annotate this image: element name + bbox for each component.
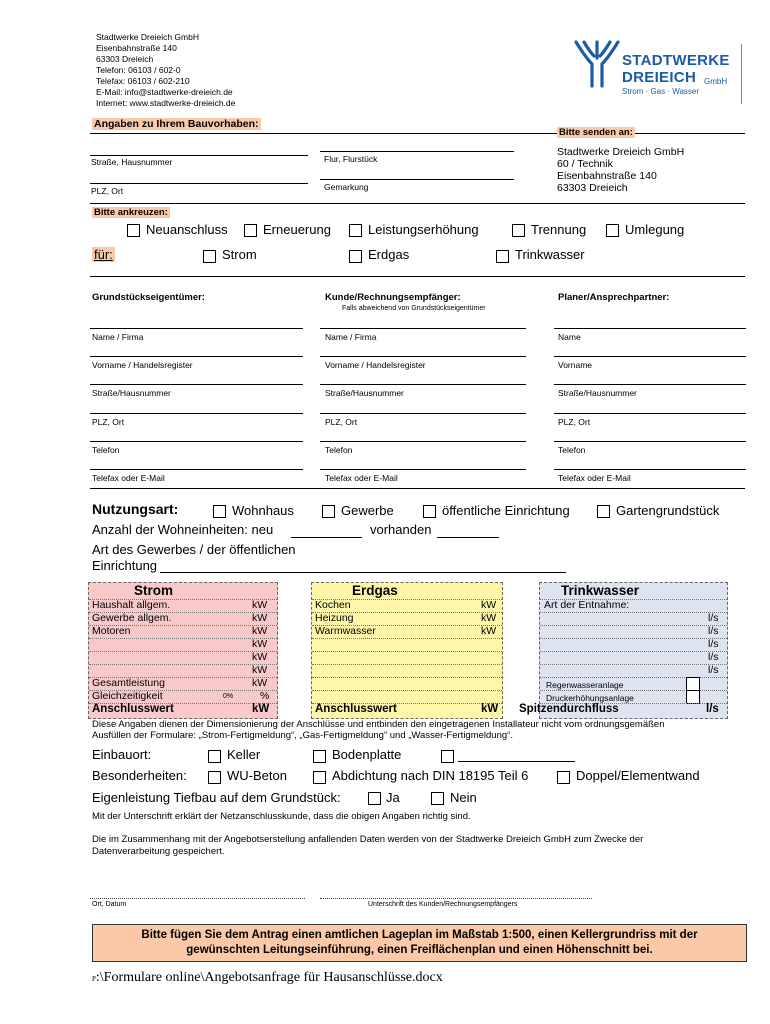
wasser-footer-label: Spitzendurchfluss [519, 703, 619, 715]
wasser-subtitle: Art der Entnahme: [544, 599, 630, 611]
customer-field-label: Vorname / Handelsregister [325, 360, 426, 370]
leistungserhoehung-label: Leistungserhöhung [368, 222, 479, 237]
customer-input-line[interactable] [320, 469, 526, 470]
owner-input-line[interactable] [90, 356, 303, 357]
strom-row-unit: kW [252, 599, 268, 611]
sender-line: Stadtwerke Dreieich GmbH [96, 32, 199, 42]
street-input-line[interactable] [90, 155, 308, 156]
section-divider [90, 203, 745, 204]
attachment-request-line: Bitte fügen Sie dem Antrag einen amtlichen Lageplan im Maßstab 1:500, einen Kellergrundriss mit der [141, 929, 698, 941]
date-input-line[interactable] [90, 898, 305, 899]
sender-line: 63303 Dreieich [96, 54, 154, 64]
file-path-text: :\Formulare online\Angebotsanfrage für Hausanschlüsse.docx [95, 970, 443, 985]
owner-heading: Grundstückseigentümer: [92, 292, 205, 303]
erdgas-label: Erdgas [368, 247, 410, 262]
owner-field-label: Vorname / Handelsregister [92, 360, 193, 370]
logo-line1: STADTWERKE [622, 52, 730, 69]
plz-label: PLZ, Ort [91, 186, 124, 196]
einbauort-other-checkbox[interactable] [441, 750, 454, 763]
druckerhoehung-label: Druckerhöhungsanlage [546, 693, 634, 703]
einbauort-label: Einbauort: [92, 747, 152, 762]
wohnhaus-checkbox[interactable] [213, 505, 226, 518]
planner-input-line[interactable] [554, 441, 746, 442]
owner-input-line[interactable] [90, 328, 303, 329]
planner-input-line[interactable] [554, 469, 746, 470]
dimension-note-2: Ausfüllen der Formulare: „Strom-Fertigmeldung“, „Gas-Fertigmeldung“ und „Wasser-Fertigmeldung“. [92, 730, 513, 741]
besonderheiten-label: Besonderheiten: [92, 768, 187, 783]
strom-label: Strom [222, 247, 257, 262]
erdgas-row-unit: kW [481, 625, 497, 637]
eigenleistung-ja-checkbox[interactable] [368, 792, 381, 805]
strom-title: Strom [134, 583, 174, 598]
data-storage-statement-2: Datenverarbeitung gespeichert. [92, 846, 225, 857]
sender-line: E-Mail: info@stadtwerke-dreieich.de [96, 87, 233, 97]
send-to-line: 60 / Technik [557, 158, 613, 170]
oeffentliche-einrichtung-checkbox[interactable] [423, 505, 436, 518]
erdgas-row-label: Warmwasser [315, 625, 376, 637]
neuanschluss-checkbox[interactable] [127, 224, 140, 237]
keller-checkbox[interactable] [208, 750, 221, 763]
keller-label: Keller [227, 747, 261, 762]
trennung-label: Trennung [531, 222, 587, 237]
customer-input-line[interactable] [320, 328, 526, 329]
planner-input-line[interactable] [554, 356, 746, 357]
attachment-request-box [92, 924, 747, 962]
business-type-input-line[interactable] [160, 572, 566, 573]
owner-input-line[interactable] [90, 469, 303, 470]
strom-row-label: Gewerbe allgem. [92, 612, 172, 624]
strom-row-label: Haushalt allgem. [92, 599, 171, 611]
owner-field-label: Name / Firma [92, 332, 144, 342]
owner-input-line[interactable] [90, 441, 303, 442]
planner-field-label: PLZ, Ort [558, 417, 591, 427]
gartengrundstueck-checkbox[interactable] [597, 505, 610, 518]
fuer-label: für: [94, 247, 113, 262]
doppelwand-label: Doppel/Elementwand [576, 768, 700, 783]
strom-row-unit: kW [252, 638, 268, 650]
erdgas-checkbox[interactable] [349, 250, 362, 263]
customer-input-line[interactable] [320, 384, 526, 385]
customer-field-label: PLZ, Ort [325, 417, 358, 427]
units-new-label: Anzahl der Wohneinheiten: neu [92, 522, 274, 537]
signature-label: Unterschrift des Kunden/Rechnungsempfängers [368, 901, 518, 908]
planner-field-label: Vorname [558, 360, 593, 370]
consent-statement: Mit der Unterschrift erklärt der Netzanschlusskunde, dass die obigen Angaben richtig sind. [92, 811, 471, 822]
umlegung-label: Umlegung [625, 222, 685, 237]
gartengrundstueck-label: Gartengrundstück [616, 503, 720, 518]
oeffentliche-einrichtung-label: öffentliche Einrichtung [442, 503, 570, 518]
neuanschluss-label: Neuanschluss [146, 222, 228, 237]
flur-input-line[interactable] [320, 151, 514, 152]
strom-row-unit: kW [252, 612, 268, 624]
wasser-row-unit: l/s [708, 664, 719, 676]
erdgas-table [311, 582, 503, 719]
plz-input-line[interactable] [90, 183, 308, 184]
section-divider [90, 488, 745, 489]
strom-row-label: Gleichzeitigkeit [92, 690, 163, 702]
bodenplatte-label: Bodenplatte [332, 747, 402, 762]
abdichtung-checkbox[interactable] [313, 771, 326, 784]
logo-mark-icon [572, 38, 622, 90]
planner-field-label: Telefon [558, 445, 586, 455]
strom-table [88, 582, 278, 719]
strom-footer-label: Anschlusswert [92, 703, 174, 715]
customer-heading: Kunde/Rechnungsempfänger: [325, 292, 461, 303]
business-type-label: Art des Gewerbes / der öffentlichen [92, 542, 296, 557]
wasser-row-unit: l/s [708, 625, 719, 637]
section-divider [90, 133, 745, 134]
strom-row-unit: kW [252, 664, 268, 676]
logo-line2: DREIEICH [622, 69, 697, 86]
send-to-line: Eisenbahnstraße 140 [557, 170, 657, 182]
trinkwasser-checkbox[interactable] [496, 250, 509, 263]
druckerhoehung-checkbox[interactable] [686, 690, 700, 704]
planner-input-line[interactable] [554, 413, 746, 414]
wasser-footer-unit: l/s [706, 703, 719, 715]
strom-row-unit: % [260, 690, 270, 702]
owner-field-label: Telefon [92, 445, 120, 455]
erneuerung-checkbox[interactable] [244, 224, 257, 237]
send-to-line: Stadtwerke Dreieich GmbH [557, 146, 685, 158]
planner-field-label: Name [558, 332, 581, 342]
gleichzeitigkeit-value: 0% [223, 693, 234, 700]
units-new-input-line[interactable] [291, 537, 362, 538]
logo-tagline: Strom · Gas · Wasser [622, 87, 700, 96]
customer-input-line[interactable] [320, 413, 526, 414]
eigenleistung-nein-checkbox[interactable] [431, 792, 444, 805]
date-label: Ort, Datum [92, 901, 127, 908]
eigenleistung-label: Eigenleistung Tiefbau auf dem Grundstück: [92, 790, 341, 805]
doppelwand-checkbox[interactable] [557, 771, 570, 784]
units-existing-label: vorhanden [370, 522, 432, 537]
owner-field-label: PLZ, Ort [92, 417, 125, 427]
street-label: Straße, Hausnummer [91, 157, 173, 167]
section-divider [90, 276, 745, 277]
gemarkung-label: Gemarkung [324, 182, 369, 192]
planner-input-line[interactable] [554, 328, 746, 329]
customer-field-label: Telefax oder E-Mail [325, 473, 398, 483]
gemarkung-input-line[interactable] [320, 179, 514, 180]
bodenplatte-checkbox[interactable] [313, 750, 326, 763]
planner-heading: Planer/Ansprechpartner: [558, 292, 670, 303]
attachment-request-line-2: gewünschten Leitungseinführung, einen Freiflächenplan und einen Höhenschnitt bei. [186, 944, 653, 956]
regenwasser-label: Regenwasseranlage [546, 680, 624, 690]
sender-line: Telefax: 06103 / 602-210 [96, 76, 190, 86]
tick-heading: Bitte ankreuzen: [94, 207, 168, 218]
units-existing-input-line[interactable] [437, 537, 499, 538]
owner-field-label: Straße/Hausnummer [92, 388, 171, 398]
logo-divider [741, 44, 742, 104]
customer-input-line[interactable] [320, 441, 526, 442]
umlegung-checkbox[interactable] [606, 224, 619, 237]
planner-field-label: Straße/Hausnummer [558, 388, 637, 398]
file-path [92, 970, 443, 986]
wasser-row-unit: l/s [708, 638, 719, 650]
business-type-label-2: Einrichtung [92, 558, 158, 573]
trennung-checkbox[interactable] [512, 224, 525, 237]
erdgas-footer-label: Anschlusswert [315, 703, 397, 715]
project-heading: Angaben zu Ihrem Bauvorhaben: [94, 118, 259, 130]
erneuerung-label: Erneuerung [263, 222, 331, 237]
eigenleistung-nein-label: Nein [450, 790, 477, 805]
regenwasser-checkbox[interactable] [686, 677, 700, 691]
erdgas-footer-unit: kW [481, 703, 499, 715]
dimension-note: Diese Angaben dienen der Dimensionierung der Anschlüsse und entbinden den eingetragenen Installateur nicht vom ordnungsgemäßen [92, 719, 665, 730]
customer-subheading: Falls abweichend von Grundstückseigentümer [342, 305, 486, 312]
signature-input-line[interactable] [320, 898, 592, 899]
wu-beton-label: WU-Beton [227, 768, 287, 783]
erdgas-row-label: Heizung [315, 612, 354, 624]
data-storage-statement: Die im Zusammenhang mit der Angebotserstellung anfallenden Daten werden von der Stadtwerke Dreieich GmbH zum Zwecke der [92, 834, 644, 845]
send-to-heading: Bitte senden an: [559, 127, 633, 138]
strom-footer-unit: kW [252, 703, 270, 715]
erdgas-row-unit: kW [481, 612, 497, 624]
sender-line: Telefon: 06103 / 602-0 [96, 65, 181, 75]
wasser-title: Trinkwasser [561, 583, 640, 598]
customer-input-line[interactable] [320, 356, 526, 357]
customer-field-label: Straße/Hausnummer [325, 388, 404, 398]
owner-input-line[interactable] [90, 413, 303, 414]
owner-field-label: Telefax oder E-Mail [92, 473, 165, 483]
erdgas-row-label: Kochen [315, 599, 351, 611]
usage-label: Nutzungsart: [92, 501, 179, 517]
wasser-table [519, 582, 728, 719]
gewerbe-checkbox[interactable] [322, 505, 335, 518]
einbauort-other-input-line[interactable] [458, 761, 575, 762]
owner-input-line[interactable] [90, 384, 303, 385]
leistungserhoehung-checkbox[interactable] [349, 224, 362, 237]
customer-field-label: Name / Firma [325, 332, 377, 342]
strom-checkbox[interactable] [203, 250, 216, 263]
strom-row-label: Gesamtleistung [92, 677, 165, 689]
wasser-row-unit: l/s [708, 651, 719, 663]
abdichtung-label: Abdichtung nach DIN 18195 Teil 6 [332, 768, 529, 783]
erdgas-row-unit: kW [481, 599, 497, 611]
flur-label: Flur, Flurstück [324, 154, 378, 164]
trinkwasser-label: Trinkwasser [515, 247, 585, 262]
wohnhaus-label: Wohnhaus [232, 503, 294, 518]
eigenleistung-ja-label: Ja [386, 790, 400, 805]
sender-line: Internet: www.stadtwerke-dreieich.de [96, 98, 236, 108]
customer-field-label: Telefon [325, 445, 353, 455]
wu-beton-checkbox[interactable] [208, 771, 221, 784]
wasser-row-unit: l/s [708, 612, 719, 624]
gewerbe-label: Gewerbe [341, 503, 394, 518]
send-to-line: 63303 Dreieich [557, 182, 628, 194]
strom-row-unit: kW [252, 677, 268, 689]
planner-input-line[interactable] [554, 384, 746, 385]
sender-line: Eisenbahnstraße 140 [96, 43, 177, 53]
strom-row-unit: kW [252, 625, 268, 637]
strom-row-unit: kW [252, 651, 268, 663]
erdgas-title: Erdgas [352, 583, 398, 598]
strom-row-label: Motoren [92, 625, 131, 637]
logo-gmbh: GmbH [704, 77, 728, 86]
file-path-prefix: P [92, 975, 96, 983]
planner-field-label: Telefax oder E-Mail [558, 473, 631, 483]
